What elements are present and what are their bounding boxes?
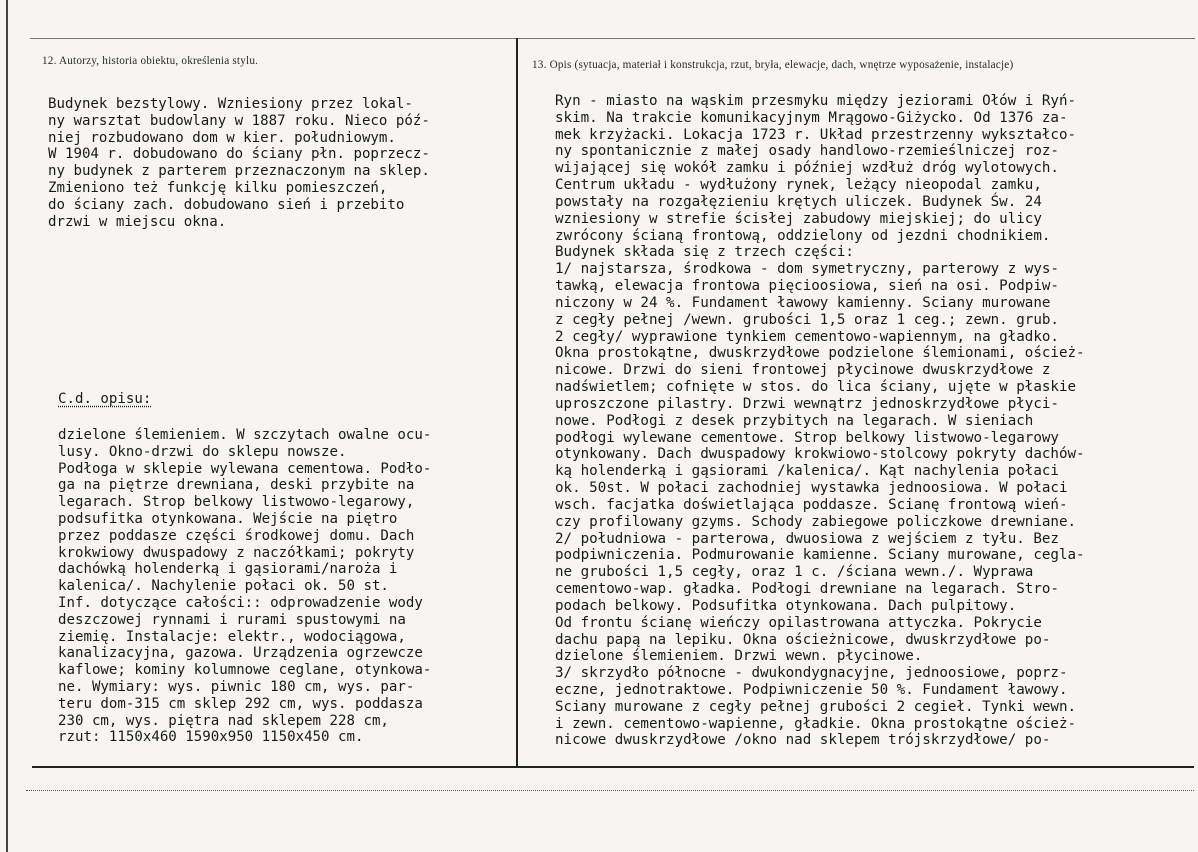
- text-line: rzut: 1150x460 1590x950 1150x450 cm.: [58, 729, 364, 746]
- text-line: 2/ południowa - parterowa, dwuosiowa z wejściem z tyłu. Bez: [555, 530, 1059, 547]
- text-line: 3/ skrzydło północne - dwukondygnacyjne, jednoosiowe, poprz-: [555, 665, 1068, 682]
- section-12-text: [48, 96, 430, 230]
- text-line: deszczowej rynnami i rurami spustowymi na: [58, 611, 406, 628]
- text-line: ne. Wymiary: wys. piwnic 180 cm, wys. par-: [58, 678, 415, 695]
- text-line: ok. 50st. W połaci zachodniej wystawka jednoosiowa. W połaci: [555, 480, 1068, 497]
- bottom-rule: [32, 766, 1194, 768]
- text-line: podsufitka otynkowana. Wejście na piętro: [58, 510, 398, 527]
- text-line: nicowe dwuskrzydłowe /okno nad sklepem trójskrzydłowe/ po-: [555, 732, 1051, 749]
- text-line: powstały na rozgałęzieniu krętych uliczek. Budynek Św. 24: [555, 193, 1042, 210]
- text-line: ny budynek z parterem przeznaczonym na sklep.: [48, 163, 430, 180]
- text-line: dzielone ślemieniem. Drzwi wewn. płycinowe.: [555, 648, 923, 665]
- text-line: podłogi wylewane cementowe. Strop belkowy listwowo-legarowy: [555, 429, 1059, 446]
- text-line: 230 cm, wys. piętra nad sklepem 228 cm,: [58, 712, 389, 729]
- section-13-text: [555, 93, 1085, 749]
- text-line: Centrum układu - wydłużony rynek, leżący nieopodal zamku,: [555, 177, 1042, 194]
- text-line: uproszczone pilastry. Drzwi wewnątrz jednoskrzydłowe płyci-: [555, 395, 1059, 412]
- text-line: ga na piętrze drewniana, deski przybite na: [58, 477, 415, 494]
- text-line: Od frontu ścianę wieńczy opilastrowana attyczka. Pokrycie: [555, 614, 1042, 631]
- text-line: cementowo-wap. gładka. Podłogi drewniane na legarach. Stro-: [555, 581, 1059, 598]
- continuation-text: [58, 427, 431, 746]
- text-line: mek krzyżacki. Lokacja 1723 r. Układ przestrzenny wykształco-: [555, 126, 1077, 143]
- text-line: ziemię. Instalacje: elektr., wodociągowa,: [58, 628, 406, 645]
- text-line: wzniesiony w strefie ścisłej zabudowy miejskiej; do ulicy: [555, 210, 1042, 227]
- text-line: Zmieniono też funkcję kilku pomieszczeń,: [48, 179, 388, 196]
- text-line: i zewn. cementowo-wapienne, gładkie. Okna prostokątne oścież-: [555, 715, 1077, 732]
- text-line: tawką, elewacja frontowa pięcioosiowa, sień na osi. Podpiw-: [555, 278, 1059, 295]
- text-line: skim. Na trakcie komunikacyjnym Mrągowo-Giżycko. Od 1376 za-: [555, 109, 1068, 126]
- text-line: teru dom-315 cm sklep 292 cm, wys. poddasza: [58, 695, 423, 712]
- text-line: Sciany murowane z cegły pełnej grubości 2 cegieł. Tynki wewn.: [555, 698, 1077, 715]
- text-line: eczne, jednotraktowe. Podpiwniczenie 50 %. Fundament ławowy.: [555, 681, 1068, 698]
- text-line: 2 cegły/ wyprawione tynkiem cementowo-wapiennym, na gładko.: [555, 328, 1059, 345]
- text-line: nicowe. Drzwi do sieni frontowej płycinowe dwuskrzydłowe z: [555, 362, 1051, 379]
- text-line: kalenica/. Nachylenie połaci ok. 50 st.: [58, 578, 389, 595]
- text-line: wsch. facjatka doświetlająca poddasze. Scianę frontową wień-: [555, 496, 1068, 513]
- text-line: Ryn - miasto na wąskim przesmyku między jeziorami Ołów i Ryń-: [555, 93, 1077, 109]
- text-line: dachu papą na lepiku. Okna ościeżnicowe, dwuskrzydłowe po-: [555, 631, 1051, 648]
- text-line: Budynek składa się z trzech części:: [555, 244, 854, 261]
- text-line: wijającej się wokół zamku i później wzdłuż dróg wylotowych.: [555, 160, 1059, 177]
- text-line: ny spontanicznie z małej osady handlowo-rzemieślniczej roz-: [555, 143, 1059, 160]
- column-divider: [516, 38, 518, 768]
- text-line: przez poddasze części środkowej domu. Dach: [58, 527, 415, 544]
- text-line: legarach. Strop belkowy listwowo-legarowy,: [58, 494, 415, 511]
- text-line: niej rozbudowano dom w kier. południowym.: [48, 129, 396, 146]
- continuation-title: C.d. opisu:: [58, 391, 152, 407]
- text-line: dzielone ślemieniem. W szczytach owalne ocu-: [58, 427, 432, 443]
- text-line: otynkowany. Dach dwuspadowy krokwiowo-stolcowy pokryty dachów-: [555, 446, 1085, 463]
- text-line: nowe. Podłogi z desek przybitych na legarach. W sieniach: [555, 412, 1034, 429]
- text-line: zwrócony ścianą frontową, oddzielony od jezdni chodnikiem.: [555, 227, 1051, 244]
- top-rule: [30, 38, 1195, 39]
- text-line: kanalizacyjna, gazowa. Urządzenia ogrzewcze: [58, 645, 423, 662]
- text-line: lusy. Okno-drzwi do sklepu nowsze.: [58, 443, 347, 460]
- text-line: 1/ najstarsza, środkowa - dom symetryczny, parterowy z wys-: [555, 261, 1059, 278]
- text-line: Inf. dotyczące całości:: odprowadzenie wody: [58, 594, 423, 611]
- text-line: ne grubości 1,5 cegły, oraz 1 c. /ściana wewn./. Wyprawa: [555, 564, 1034, 581]
- text-line: drzwi w miejscu okna.: [48, 213, 227, 230]
- text-line: z cegły pełnej /wewn. grubości 1,5 oraz 1 ceg.; zewn. grub.: [555, 311, 1059, 328]
- text-line: W 1904 r. dobudowano do ściany płn. poprzecz-: [48, 146, 430, 163]
- text-line: Budynek bezstylowy. Wzniesiony przez lokal-: [48, 96, 413, 112]
- section-12-heading: 12. Autorzy, historia obiektu, określenia stylu.: [42, 55, 259, 67]
- text-line: czy profilowany gzyms. Schody zabiegowe policzkowe drewniane.: [555, 513, 1077, 530]
- text-line: ny warsztat budowlany w 1887 roku. Nieco póź-: [48, 112, 430, 129]
- text-line: ką holenderką i gąsiorami /kalenica/. Kąt nachylenia połaci: [555, 463, 1059, 480]
- card-left-edge: [6, 0, 8, 852]
- footer-dotted-rule: [26, 790, 1194, 791]
- text-line: nadświetlem; cofnięte w stos. do lica ściany, ujęte w płaskie: [555, 379, 1077, 396]
- text-line: podpiwniczenia. Podmurowanie kamienne. Sciany murowane, cegla-: [555, 547, 1085, 564]
- text-line: Podłoga w sklepie wylewana cementowa. Podło-: [58, 460, 432, 477]
- text-line: dachówką holenderką i gąsiorami/naroża i: [58, 561, 398, 578]
- text-line: niczony w 24 %. Fundament ławowy kamienny. Sciany murowane: [555, 294, 1051, 311]
- text-line: krokwiowy dwuspadowy z naczółkami; pokryty: [58, 544, 415, 561]
- text-line: Okna prostokątne, dwuskrzydłowe podzielone ślemionami, oścież-: [555, 345, 1085, 362]
- text-line: kaflowe; kominy kolumnowe ceglane, otynkowa-: [58, 662, 432, 679]
- section-13-heading: 13. Opis (sytuacja, materiał i konstrukcja, rzut, bryła, elewacje, dach, wnętrze wyposażenie, instalacje): [532, 59, 1014, 71]
- text-line: podach belkowy. Podsufitka otynkowana. Dach pulpitowy.: [555, 597, 1017, 614]
- text-line: do ściany zach. dobudowano sień i przebito: [48, 196, 405, 213]
